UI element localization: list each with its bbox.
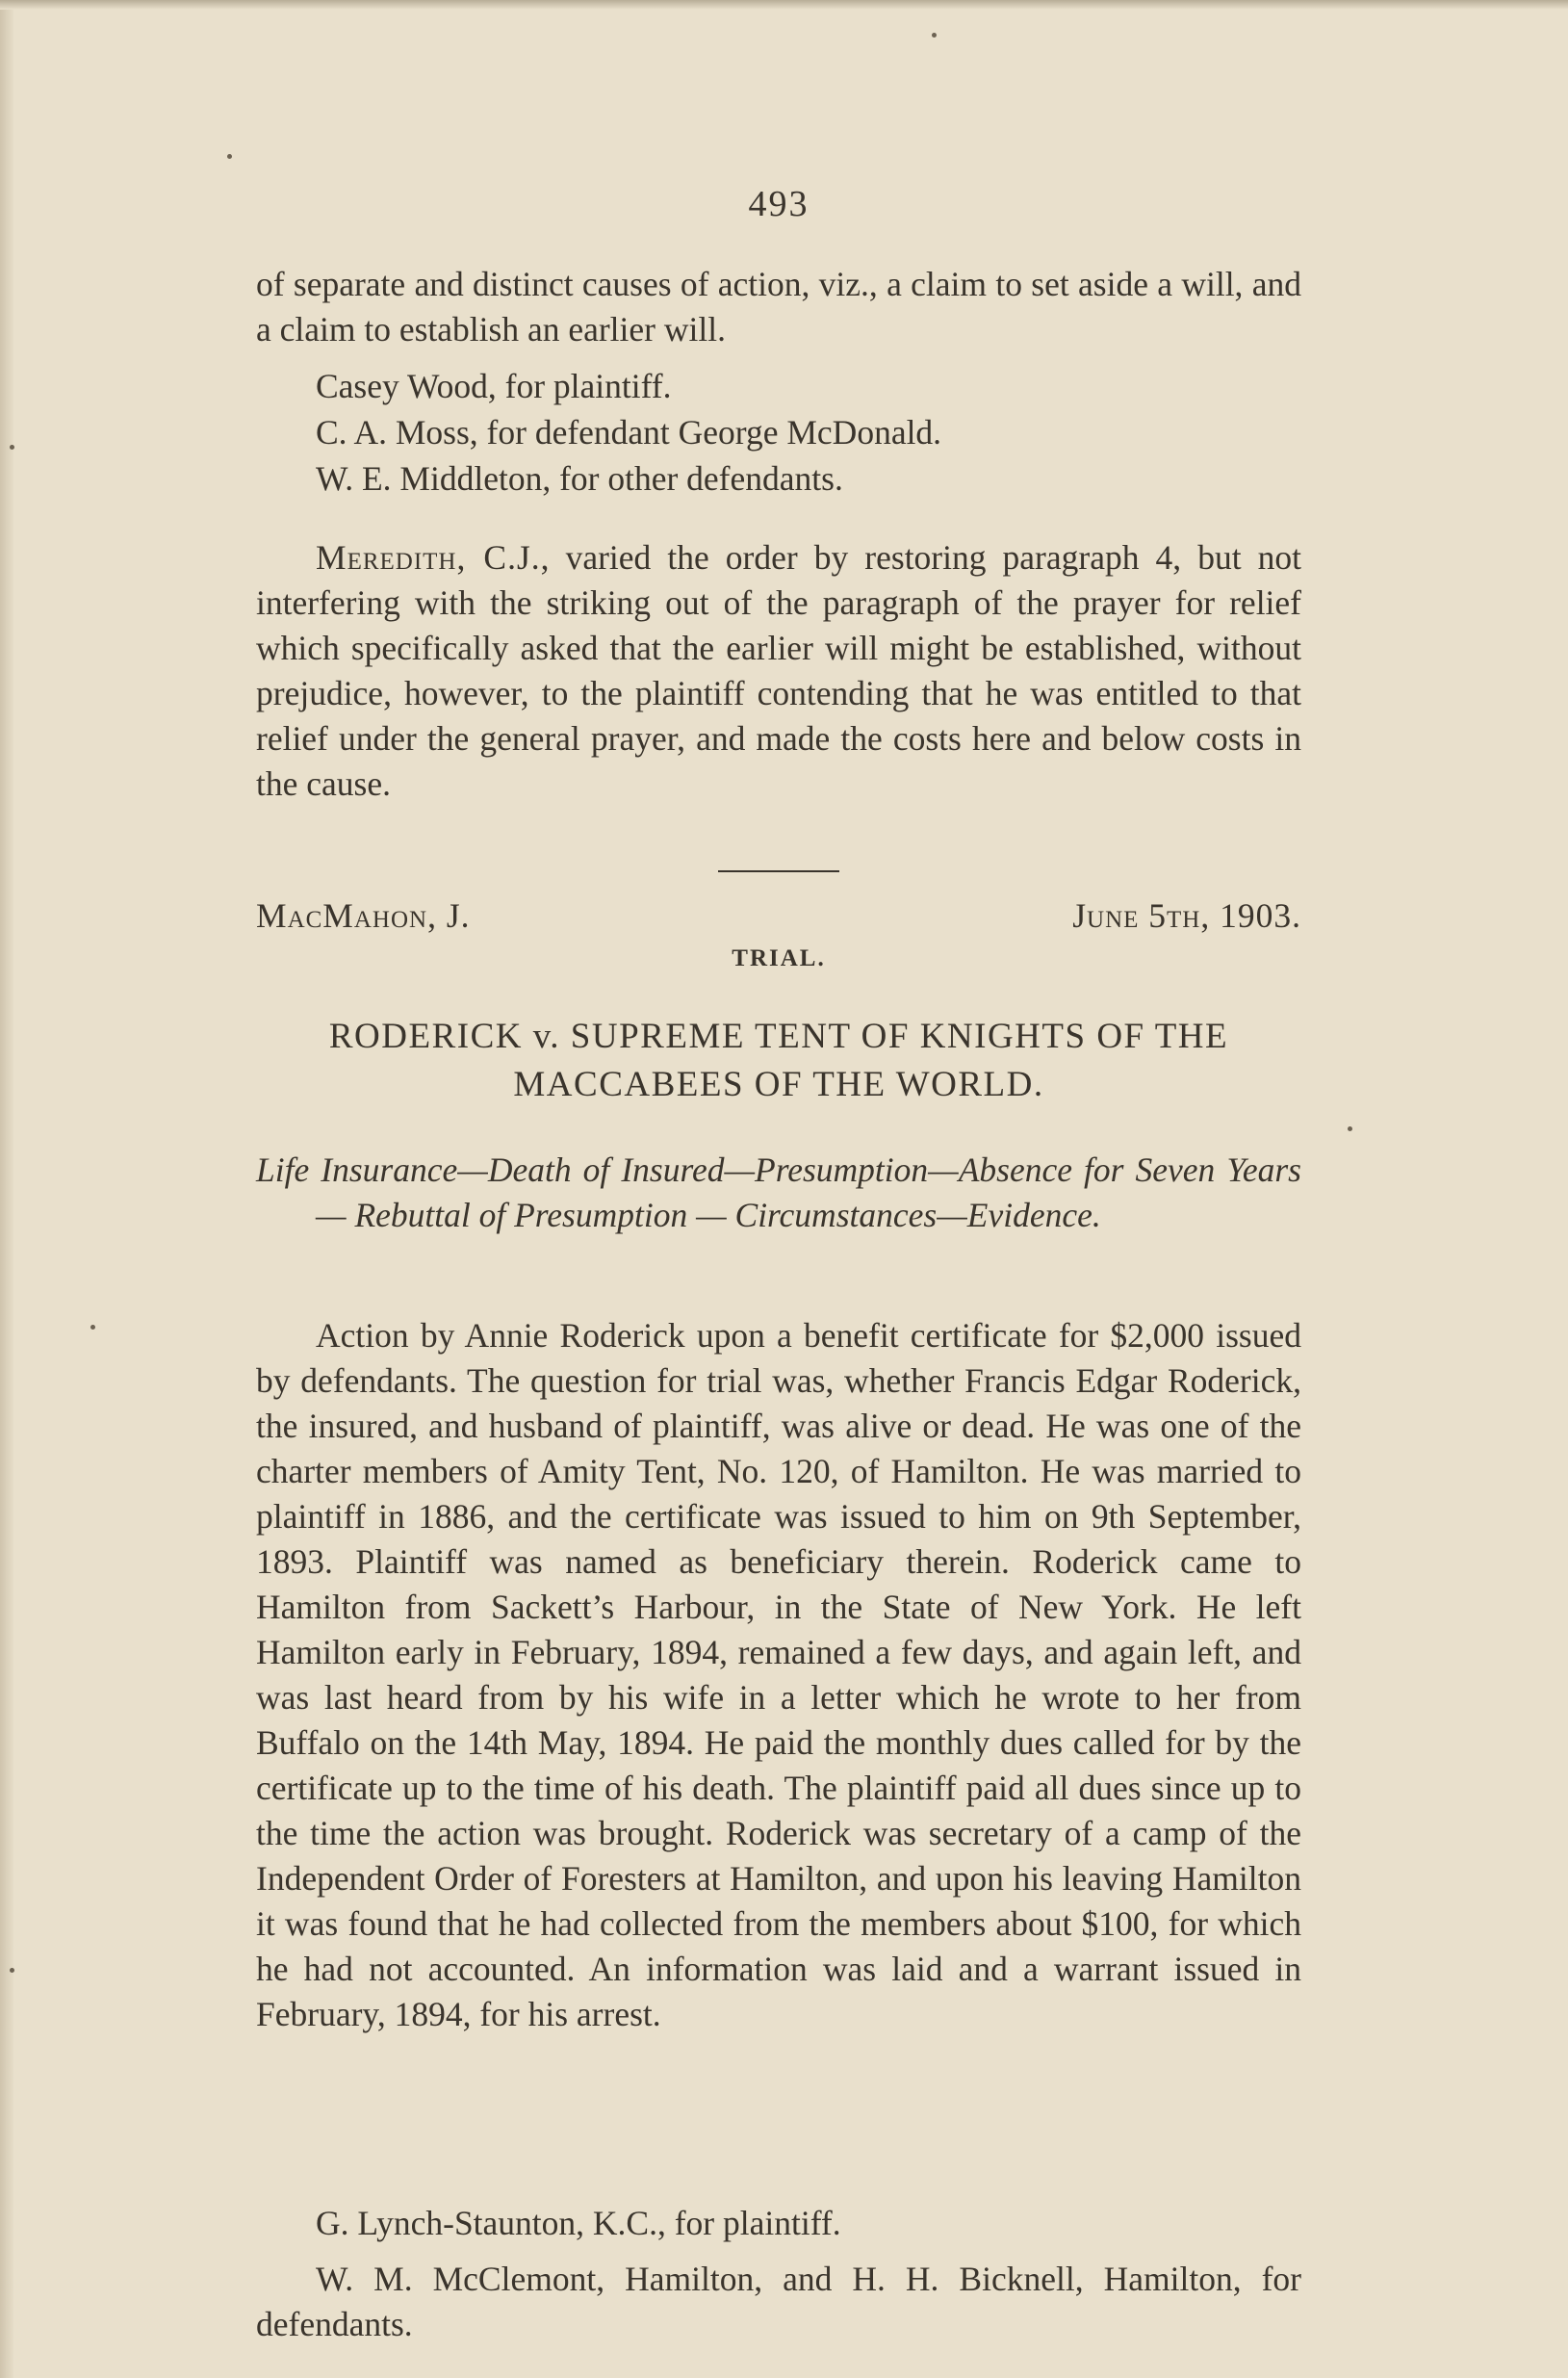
intro-paragraph: of separate and distinct causes of action, viz., a claim to set aside a will, and a claim to establish an earlier will. (256, 265, 1301, 349)
section-divider (718, 870, 839, 872)
order-judge: Meredith, C.J. (316, 538, 541, 577)
page-number: 493 (748, 184, 810, 224)
counsel-line: W. E. Middleton, for other defendants. (316, 459, 843, 498)
counsel-line: W. M. McClemont, Hamilton, and H. H. Bicknell, Hamilton, for defendants. (256, 2260, 1301, 2343)
facts-paragraph: Action by Annie Roderick upon a benefit certificate for $2,000 issued by defendants. The question for trial was, whether Francis Edgar Roderick, the insured, and husband of plaintiff, was alive or dead. He was one of the charter members of Amity Tent, No. 120, of Hamilton. He was married to plaintiff in 1886, and the certificate was issued to him on 9th September, 1893. Plaintiff was named as beneficiary therein. Roderick came to Hamilton from Sackett’s Harbour, in the State of New York. He left Hamilton early in February, 1894, remained a few days, and again left, and was last heard from by his wife in a letter which he wrote to her from Buffalo on the 14th May, 1894. He paid the monthly dues called for by the certificate up to the time of his death. The plaintiff paid all dues since up to the time the action was brought. Roderick was secretary of a camp of the Independent Order of Foresters at Hamilton, and upon his leaving Hamilton it was found that he had collected from the members about $100, for which he had not accounted. An information was laid and a warrant issued in February, 1894, for his arrest. (256, 1316, 1301, 2033)
paper-speck (1348, 1126, 1352, 1131)
counsel-line: C. A. Moss, for defendant George McDonald. (316, 413, 942, 452)
counsel-line: Casey Wood, for plaintiff. (316, 367, 672, 405)
case-title-line: MACCABEES OF THE WORLD. (513, 1065, 1044, 1104)
paper-speck (10, 445, 14, 450)
order-text: , varied the order by restoring paragraph 4, but not interfering with the striking out of the paragraph of the prayer for relief which specifically asked that the earlier will might be established, without prejudice, however, to the plaintiff contending that he was entitled to that relief under the general prayer, and made the costs here and below costs in the cause. (256, 538, 1301, 803)
order-paragraph (256, 535, 1301, 807)
paper-speck (90, 1325, 95, 1330)
paper-speck (227, 154, 232, 159)
case-title-line: RODERICK v. SUPREME TENT OF KNIGHTS OF THE (328, 1017, 1229, 1056)
paper-speck (10, 1968, 14, 1973)
paper-speck (932, 33, 937, 38)
case-title (256, 1013, 1301, 1109)
trial-date: June 5th, 1903. (1072, 896, 1301, 935)
trial-label: TRIAL. (732, 945, 826, 971)
page-top-edge (0, 0, 1568, 10)
counsel-line: G. Lynch-Staunton, K.C., for plaintiff. (316, 2204, 841, 2242)
headnote: Life Insurance—Death of Insured—Presumption—Absence for Seven Years — Rebuttal of Presumption — Circumstances—Evidence. (256, 1150, 1301, 1234)
trial-judge: MacMahon, J. (256, 896, 471, 935)
page-binding-edge (0, 0, 13, 2378)
